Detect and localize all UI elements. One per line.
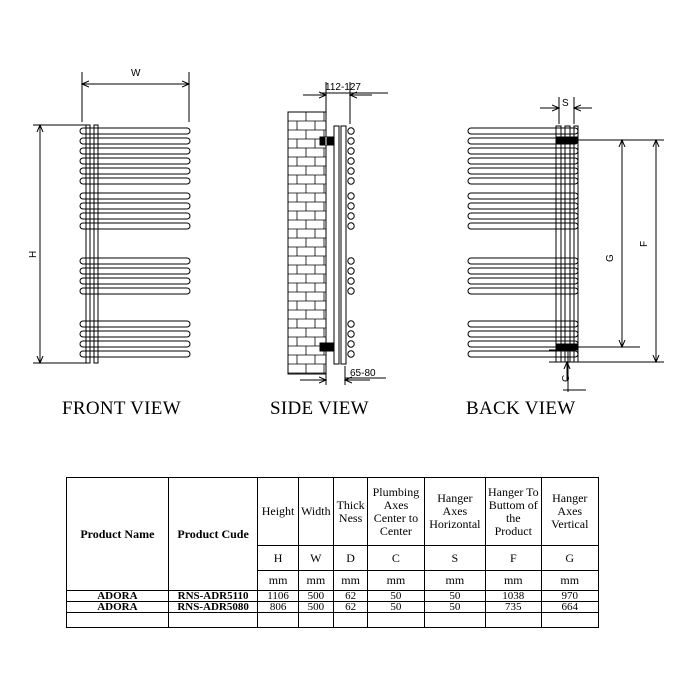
- height-cell: 806: [258, 602, 298, 613]
- towel-bar: [80, 168, 190, 174]
- hanger-bottom-cell: 1038: [486, 591, 541, 602]
- towel-bar: [80, 193, 190, 199]
- symbol-cell: G: [541, 546, 599, 571]
- hanger-bottom-cell: 735: [486, 602, 541, 613]
- symbol-cell: W: [298, 546, 333, 571]
- unit-cell: mm: [333, 571, 367, 591]
- bar-section: [348, 138, 354, 144]
- bar-section: [348, 168, 354, 174]
- towel-bar: [80, 341, 190, 347]
- towel-bar: [80, 148, 190, 154]
- towel-bar: [80, 223, 190, 229]
- bar-section: [348, 223, 354, 229]
- bar-section: [348, 331, 354, 337]
- bar-section: [348, 351, 354, 357]
- bar-section: [348, 278, 354, 284]
- bar-section: [348, 203, 354, 209]
- thickness-cell: 62: [333, 591, 367, 602]
- col-plumbing: Plumbing Axes Center to Center: [368, 478, 424, 546]
- hanger-vertical-label: G: [605, 254, 616, 262]
- col-height: Height: [258, 478, 298, 546]
- towel-bar: [80, 258, 190, 264]
- plumbing-cell: 50: [368, 602, 424, 613]
- product-name-cell: ADORA: [67, 602, 169, 613]
- thickness-label: S: [562, 98, 569, 109]
- hanger-horizontal-cell: 50: [424, 602, 485, 613]
- bar-section: [348, 288, 354, 294]
- bar-section: [348, 341, 354, 347]
- wall-hanger-label: 65-80: [350, 368, 376, 379]
- height-cell: 1106: [258, 591, 298, 602]
- spec-table: [66, 477, 599, 628]
- col-product-code: Product Cude: [168, 478, 258, 591]
- towel-bar: [80, 288, 190, 294]
- unit-cell: mm: [298, 571, 333, 591]
- front-view-drawing: [33, 72, 190, 363]
- towel-bar: [80, 203, 190, 209]
- hanger-horizontal-cell: 50: [424, 591, 485, 602]
- bottom-offset-label: C: [561, 374, 572, 382]
- towel-bar: [80, 268, 190, 274]
- table-header-row: [67, 478, 599, 546]
- product-code-cell: RNS-ADR5080: [168, 602, 258, 613]
- width-label: W: [131, 68, 141, 79]
- bar-section: [348, 268, 354, 274]
- wall-gap-label: 112-127: [325, 82, 361, 93]
- width-cell: 500: [298, 602, 333, 613]
- bar-section: [348, 178, 354, 184]
- symbol-cell: C: [368, 546, 424, 571]
- symbol-cell: D: [333, 546, 367, 571]
- towel-bar: [80, 331, 190, 337]
- towel-bar: [80, 158, 190, 164]
- towel-bar: [80, 128, 190, 134]
- hanger-vertical-cell: 970: [541, 591, 599, 602]
- front-view-title: FRONT VIEW: [62, 398, 181, 419]
- height-label: H: [28, 250, 39, 258]
- col-hanger-bottom: Hanger To Buttom of the Product: [486, 478, 541, 546]
- bar-section: [348, 148, 354, 154]
- table-blank-row: [67, 613, 599, 628]
- unit-cell: mm: [424, 571, 485, 591]
- col-hanger-horizontal: Hanger Axes Horizontal: [424, 478, 485, 546]
- thickness-cell: 62: [333, 602, 367, 613]
- bar-section: [348, 193, 354, 199]
- table-row: [67, 602, 599, 613]
- side-view-title: SIDE VIEW: [270, 398, 369, 419]
- towel-bar: [80, 278, 190, 284]
- col-product-name: Product Name: [67, 478, 169, 591]
- unit-cell: mm: [486, 571, 541, 591]
- width-cell: 500: [298, 591, 333, 602]
- col-hanger-vertical: Hanger Axes Vertical: [541, 478, 599, 546]
- bar-section: [348, 158, 354, 164]
- product-code-cell: RNS-ADR5110: [168, 591, 258, 602]
- symbol-cell: F: [486, 546, 541, 571]
- bar-section: [348, 213, 354, 219]
- towel-bar: [80, 351, 190, 357]
- towel-bar: [80, 178, 190, 184]
- towel-bar: [80, 321, 190, 327]
- bar-section: [348, 321, 354, 327]
- bar-section: [348, 128, 354, 134]
- back-view-title: BACK VIEW: [466, 398, 576, 419]
- col-width: Width: [298, 478, 333, 546]
- bar-section: [348, 258, 354, 264]
- back-view-drawing: [468, 97, 664, 392]
- hanger-bottom-label: F: [639, 240, 650, 247]
- side-view-drawing: [288, 82, 388, 385]
- plumbing-cell: 50: [368, 591, 424, 602]
- towel-bar: [80, 138, 190, 144]
- symbol-cell: H: [258, 546, 298, 571]
- table-row: [67, 591, 599, 602]
- product-name-cell: ADORA: [67, 591, 169, 602]
- symbol-cell: S: [424, 546, 485, 571]
- unit-cell: mm: [541, 571, 599, 591]
- unit-cell: mm: [368, 571, 424, 591]
- unit-cell: mm: [258, 571, 298, 591]
- towel-bar: [80, 213, 190, 219]
- col-thickness: Thick Ness: [333, 478, 367, 546]
- hanger-vertical-cell: 664: [541, 602, 599, 613]
